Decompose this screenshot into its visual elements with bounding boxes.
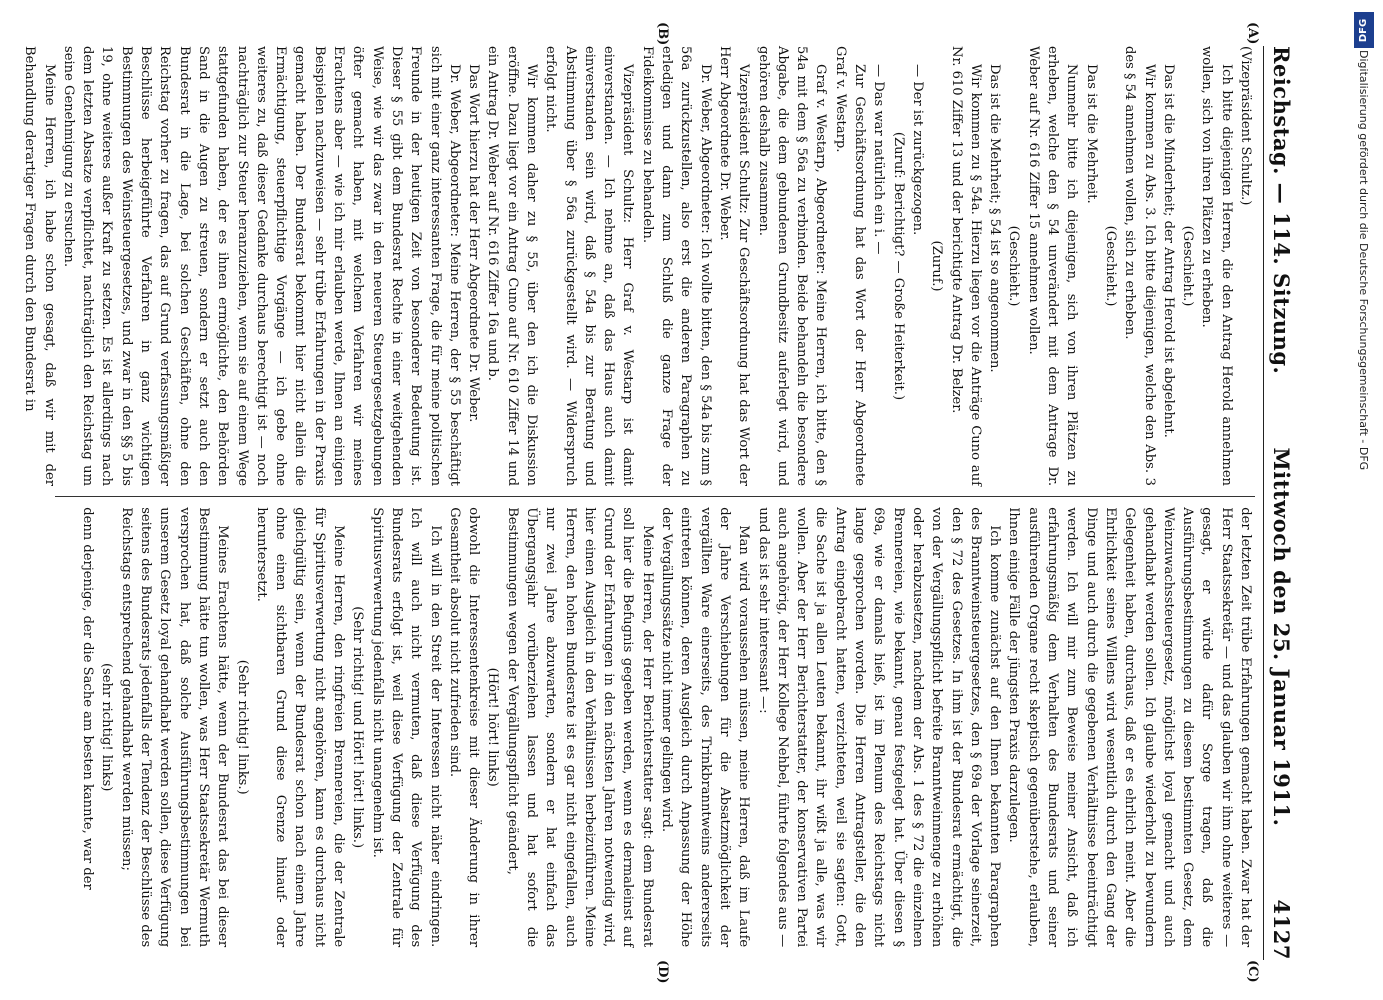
paragraph: Wir kommen zu Abs. 3. Ich bitte diejenigen, welche den Abs. 3 des § 54 annehmen wollen, sich zu erheben. — [1122, 46, 1157, 486]
paragraph: (sehr richtig! links) — [99, 662, 115, 792]
paragraph: Meine Herren, der Herr Berichterstatter sagt: dem Bundesrat soll hier die Befugnis gegeben werden, wenn es dermaleinst auf Grund der Erfahrungen in den nächsten Jahren notwendig wird, hier einen Ausgleich in den Verhältnissen herbeizuführen. Meine Herren, den hohen Bundesrate ist es gar nicht eingefallen, auch nur zwei Jahre abzuwarten, sondern er hat einfach das Übergangsjahr vorüberziehen lassen und hat sofort die Bestimmungen wegen der Vergällungspflicht geändert, — [504, 507, 655, 948]
margin-marker-b: (B) — [655, 22, 670, 46]
margin-marker-a: (A) — [1245, 22, 1260, 45]
paragraph: Das ist die Mehrheit. — [1083, 64, 1099, 204]
paragraph: (Sehr richtig! links.) — [234, 659, 250, 795]
paragraph: Meines Erachtens hätte, wenn der Bundesrat das bei dieser Bestimmung hätte tun wollen, was Herr Staatssekretär Wermuth versprochen hat, daß solche Ausführungsbestimmungen bei unserem Gesetz loyal gehandhabt werden sollen, diese Verfügung seitens des Bundesrats jedenfalls der Tendenz der Beschlüsse des Reichstags entsprechend gehandhabt werden müssen; — [118, 507, 231, 948]
paragraph: — Der ist zurückgezogen. — [909, 64, 925, 236]
paragraph: (Geschieht.) — [1006, 225, 1022, 307]
paragraph: (Zuruf: Berichtigt? — Große Heiterkeit.) — [890, 131, 906, 401]
paragraph: Das ist die Minderheit; der Antrag Herold ist abgelehnt. — [1160, 64, 1176, 438]
paragraph: Ich will in den Streit der Interessen nicht näher eindringen. Ich will auch nicht vermuten, daß diese Verfügung des Bundesrats erfolgt ist, weil diese Verfügung der Zentrale für Spiritusverwertung jedenfalls nicht unangenehm ist. — [369, 507, 443, 948]
paragraph: Das ist die Mehrheit; § 54 ist so angenommen. — [987, 64, 1003, 373]
dfg-logo — [1354, 12, 1374, 48]
column-divider — [55, 496, 1255, 497]
paragraph: denn derjenige, der die Sache am besten kannte, war der — [80, 507, 96, 890]
paragraph: (Vizepräsident Schultz.) — [1238, 46, 1253, 206]
margin-marker-c: (C) — [1245, 960, 1260, 983]
margin-marker-d: (D) — [655, 960, 670, 984]
paragraph: Ich komme zunächst auf den Ihnen bekannten Paragraphen des Branntweinsteuergesetzes, den § 69a der Vorlage seinerzeit, den § 72 des Gesetzes. In ihm ist der Bundesrat ermächtigt, die von der Vergällungspflicht befreite Branntweinmenge zu erhöhen oder herabzusetzen, nachdem der Abs. 1 des § 72 die einzelnen Brennereien, wie bekannt, genau festgelegt hat. Über diesen § 69a, wie er damals hieß, ist im Plenum des Reichstags nicht lange gesprochen worden. Die Herren Antragsteller, die den Antrag eingebracht hatten, verzichteten, weil sie sagten: Gott, die Sache ist ja allen Leuten bekannt, ihr wißt ja alle, was wir wollen. Aber der Herr Berichterstatter, der konservativen Partei auch angehörig, der Herr Kollege Nehbel, führte folgendes aus — und das ist sehr interessant —: — [755, 507, 1003, 948]
paragraph: Dr. Weber, Abgeordneter: Ich wollte bitten, den § 54a bis zum § 56a zurückzustellen, also erst die anderen Paragraphen zu erledigen und dann zum Schluß die ganze Frage der Fideikommisse zu behandeln. — [639, 46, 713, 486]
paragraph: — Das war natürlich ein i. — — [871, 64, 887, 255]
paragraph: Nunmehr bitte ich diejenigen, sich von ihren Plätzen zu erheben, welche den § 54 unverändert mit dem Antrage Dr. Weber auf Nr. 616 Ziffer 15 annehmen wollen. — [1025, 46, 1080, 486]
paragraph: Wir kommen daher zu § 55, über den ich die Diskussion eröffne. Dazu liegt vor ein Antrag Cuno auf Nr. 610 Ziffer 14 und ein Antrag Dr. Weber auf Nr. 616 Ziffer 16a und b. — [485, 46, 540, 486]
paragraph: Ich bitte diejenigen Herren, die den Antrag Herold annehmen wollen, sich von ihren Plätzen zu erheben. — [1199, 46, 1234, 486]
right-column — [55, 507, 1255, 947]
paragraph: (Sehr richtig! und Hört! hört! links.) — [350, 606, 366, 849]
page-number: 4127 — [1269, 899, 1294, 960]
text-columns — [22, 46, 1255, 960]
paragraph: (Zuruf.) — [929, 240, 945, 292]
paragraph: Wir kommen zu § 54a. Hierzu liegen vor die Anträge Cuno auf Nr. 610 Ziffer 13 und der berichtigte Antrag Dr. Belzer. — [948, 46, 983, 486]
paragraph: der letzten Zeit trübe Erfahrungen gemacht haben. Zwar hat der Herr Staatssekretär — und das glauben wir ihm ohne weiteres — gesagt, er würde dafür Sorge tragen, daß die Ausführungsbestimmungen zu diesem bestimmten Gesetz, dem Weinzuwachssteuergesetz, möglichst loyal gemacht und auch gehandhabt werden sollen. Ich glaube wiederholt zu bewundern Gelegenheit haben, durchaus, daß er es ehrlich meint. Aber die Ehrlichkeit seines Willens wird wesentlich durch den Gang der Dinge und auch durch die gegebenen Verhältnisse beeinträchtigt werden. Ich will mir zum Beweise meiner Ansicht, daß ich erfahrungsmäßig dem Verhalten des Bundesrats und seiner ausführenden Organe recht skeptisch gegenüberstehe, erlauben, Ihnen einige Fälle der jüngsten Praxis darzulegen. — [1006, 507, 1253, 948]
paragraph: Das Wort hierzu hat der Herr Abgeordnete Dr. Weber. — [466, 64, 482, 423]
digitization-credit — [1352, 10, 1376, 990]
credit-text: Digitalisierung gefördert durch die Deutsche Forschungsgemeinschaft - DFG — [1357, 50, 1370, 471]
dfg-logo-text: DFG — [1358, 18, 1370, 42]
paragraph: Meine Herren, ich habe schon gesagt, daß wir mit der Behandlung derartiger Fragen durch den Bundesrat in — [22, 46, 57, 486]
paragraph: Zur Geschäftsordnung hat das Wort der Herr Abgeordnete Graf v. Westarp. — [832, 46, 868, 486]
header-date: Mittwoch den 25. Januar 1911. — [1269, 447, 1294, 827]
paragraph: Vizepräsident Schultz: Zur Geschäftsordnung hat das Wort der Herr Abgeordnete Dr. Weber. — [716, 46, 752, 486]
paragraph: Man wird voraussehen müssen, meine Herren, daß im Laufe der Jahre Verschiebungen für die Absatzmöglichkeit der vergällten Ware einerseits, des Trinkbranntweins andererseits eintreten können, deren Ausgleich durch Anpassung der Höhe der Vergällungssätze nicht immer gelingen wird. — [659, 507, 752, 948]
header-left: Reichstag. — 114. Sitzung. — [1269, 46, 1294, 375]
paragraph: (Geschieht.) — [1180, 225, 1196, 307]
paragraph: Meine Herren, den ringfreien Brennereien, die der Zentrale für Spiritusverwertung nicht angehören, kann es durchaus nicht gleichgültig sein, wenn der Bundesrat schon nach einem Jahre ohne einen sichtbaren Grund diese Grenze hinauf- oder heruntersetzt. — [253, 507, 347, 948]
left-column — [22, 46, 1255, 486]
paragraph: Graf v. Westarp, Abgeordneter: Meine Herren, ich bitte, den § 54a mit dem § 56a zu verbinden. Beide behandeln die besondere Abgabe, die dem gebundenen Grundbesitz auferlegt wird, und gehören deshalb zusammen. — [755, 46, 829, 486]
paragraph: (Hört! hört! links) — [485, 667, 501, 787]
paragraph: Vizepräsident Schultz: Herr Graf v. Westarp ist damit einverstanden. — Ich nehme an, daß das Haus auch damit einverstanden sein wird, daß § 54a bis zur Beratung und Abstimmung über § 56a zurückgestellt wird. — Widerspruch erfolgt nicht. — [543, 46, 636, 486]
page-header — [1263, 46, 1294, 960]
paragraph: obwohl die Interessentenkreise mit dieser Änderung in ihrer Gesamtheit absolut nicht zufrieden sind. — [446, 507, 482, 948]
paragraph: Dr. Weber, Abgeordneter: Meine Herren, der § 55 beschäftigt sich mit einer ganz interessanten Frage, die für meine politischen Freunde in der heutigen Zeit von besonderer Bedeutung ist. Dieser § 55 gibt dem Bundesrat Rechte in einer weitgehenden Weise, wie wir das zwar in den neueren Steuergesetzgebungen öfter gemacht haben, mit welchem Verfahren wir meines Erachtens aber — wie ich mir erlauben werde, Ihnen an einigen Beispielen nachzuweisen — sehr trübe Erfahrungen in der Praxis gemacht haben. Der Bundesrat bekommt hier nicht allein die Ermächtigung, steuerpflichtige Vorgänge — ich gebe ohne weiteres zu, daß dieser Gedanke durchaus berechtigt ist — noch nachträglich zur Steuer heranzuziehen, wenn sie auf einem Wege stattgefunden haben, der es ihnen ermöglichte, den Behörden Sand in die Augen zu streuen, sondern er setzt auch den Bundesrat in die Lage, bei solchen Geschäften, ohne den Reichstag vorher zu fragen, das auf Grund verfassungsmäßiger Beschlüsse herbeigeführte Verfahren in ganz wichtigen Bestimmungen des Weinsteuergesetzes, und zwar in den §§ 5 bis 19, ohne weiteres außer Kraft zu setzen. Es ist allerdings nach dem letzten Absatze verpflichtet, nachträglich den Reichstag um seine Genehmigung zu ersuchen. — [60, 46, 462, 486]
paragraph: (Geschieht.) — [1102, 225, 1118, 307]
